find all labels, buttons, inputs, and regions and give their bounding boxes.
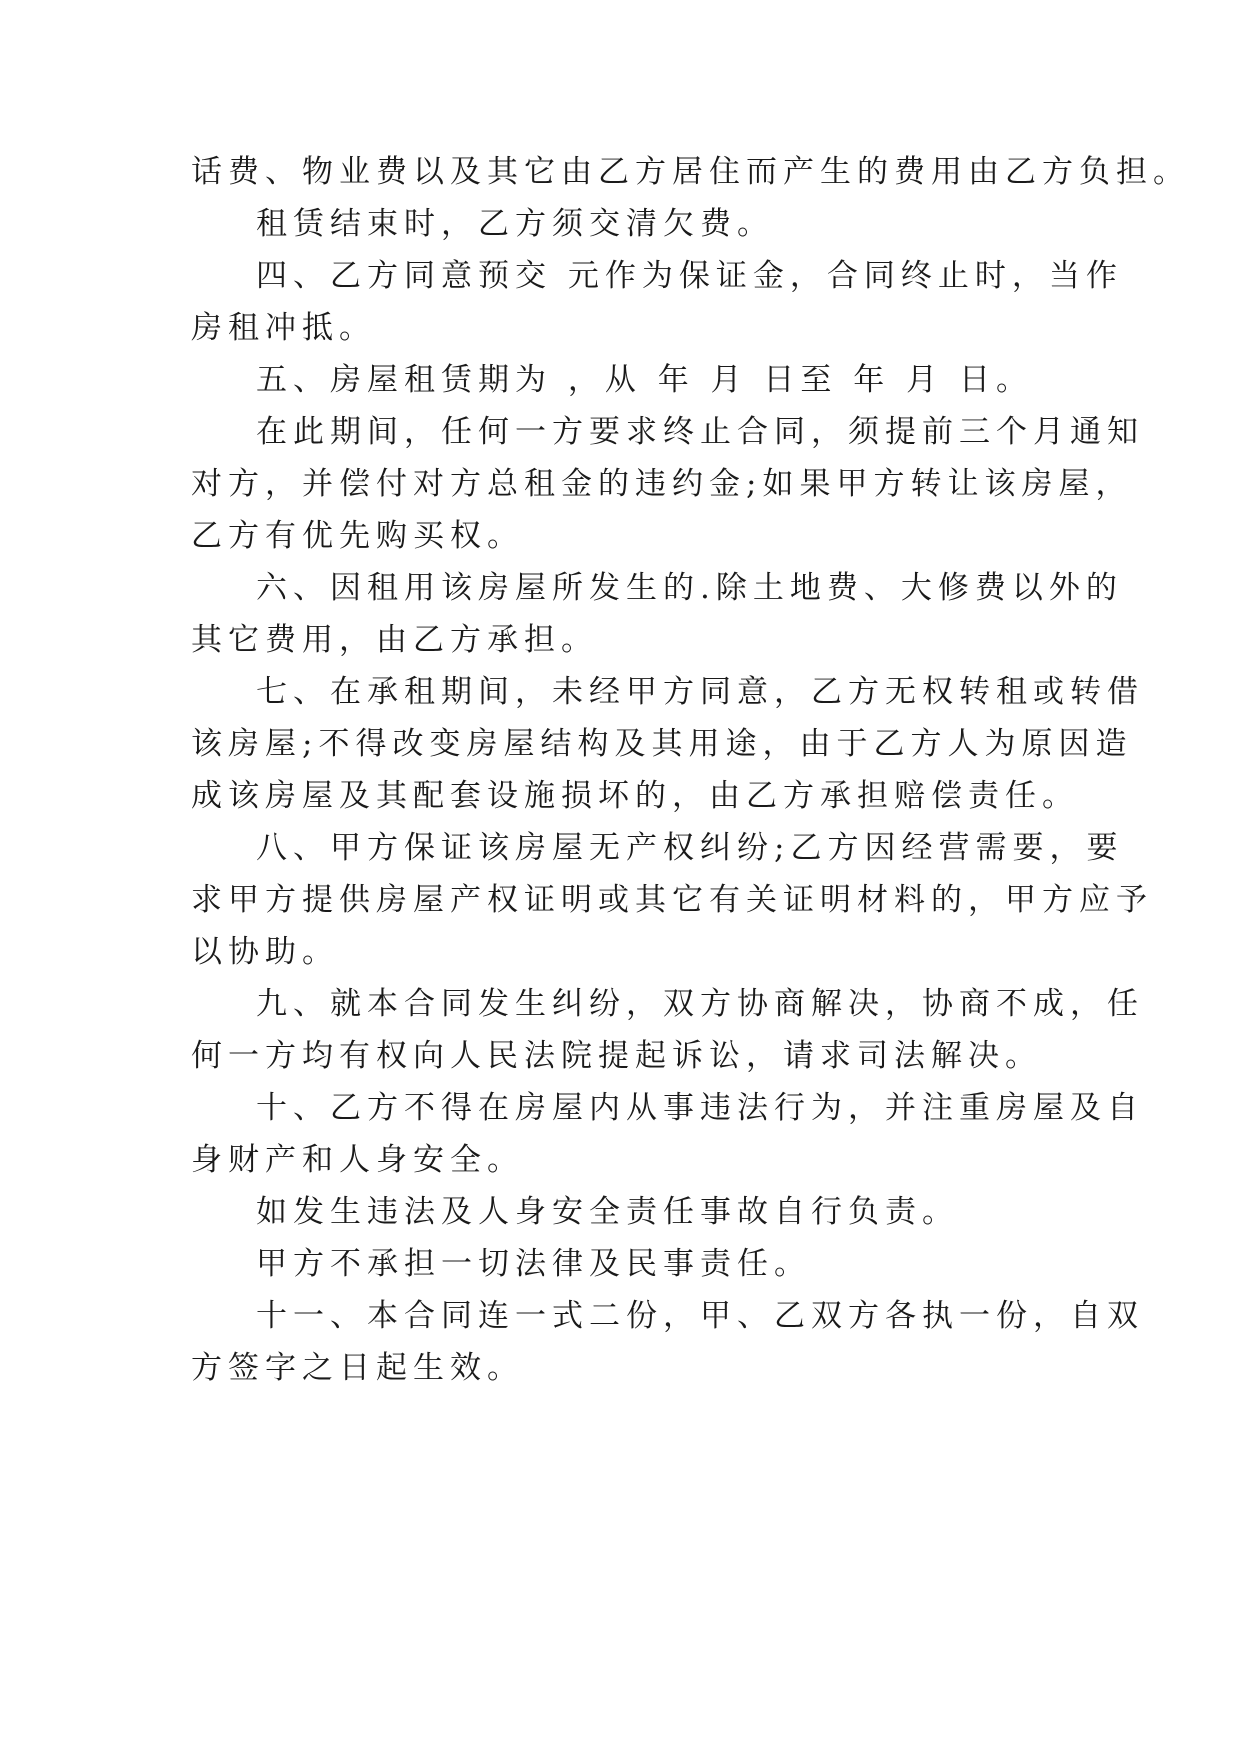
text-line-13: 成该房屋及其配套设施损坏的，由乙方承担赔偿责任。: [191, 778, 1079, 814]
text-line-6: 在此期间，任何一方要求终止合同，须提前三个月通知: [256, 414, 1144, 450]
text-line-24: 方签字之日起生效。: [191, 1350, 524, 1386]
text-line-1: 话费、物业费以及其它由乙方居住而产生的费用由乙方负担。: [191, 154, 1190, 190]
text-line-16: 以协助。: [191, 934, 339, 970]
text-line-3: 四、乙方同意预交 元作为保证金，合同终止时，当作: [256, 258, 1123, 294]
text-line-12: 该房屋;不得改变房屋结构及其用途，由于乙方人为原因造: [191, 726, 1133, 762]
text-line-10: 其它费用，由乙方承担。: [191, 622, 598, 658]
text-line-9: 六、因租用该房屋所发生的.除土地费、大修费以外的: [256, 570, 1123, 606]
text-line-7: 对方，并偿付对方总租金的违约金;如果甲方转让该房屋，: [191, 466, 1133, 502]
text-line-14: 八、甲方保证该房屋无产权纠纷;乙方因经营需要，要: [256, 830, 1124, 866]
text-line-17: 九、就本合同发生纠纷，双方协商解决，协商不成，任: [256, 986, 1144, 1022]
text-line-20: 身财产和人身安全。: [191, 1142, 524, 1178]
text-line-4: 房租冲抵。: [191, 310, 376, 346]
text-line-2: 租赁结束时，乙方须交清欠费。: [256, 206, 774, 242]
text-line-8: 乙方有优先购买权。: [191, 518, 524, 554]
text-line-22: 甲方不承担一切法律及民事责任。: [256, 1246, 811, 1282]
text-line-19: 十、乙方不得在房屋内从事违法行为，并注重房屋及自: [256, 1090, 1144, 1126]
text-line-5: 五、房屋租赁期为 ，从 年 月 日至 年 月 日。: [256, 362, 1033, 398]
text-line-23: 十一、本合同连一式二份，甲、乙双方各执一份，自双: [256, 1298, 1144, 1334]
text-line-21: 如发生违法及人身安全责任事故自行负责。: [256, 1194, 959, 1230]
text-line-15: 求甲方提供房屋产权证明或其它有关证明材料的，甲方应予: [191, 882, 1153, 918]
text-line-18: 何一方均有权向人民法院提起诉讼，请求司法解决。: [191, 1038, 1042, 1074]
text-line-11: 七、在承租期间，未经甲方同意，乙方无权转租或转借: [256, 674, 1144, 710]
